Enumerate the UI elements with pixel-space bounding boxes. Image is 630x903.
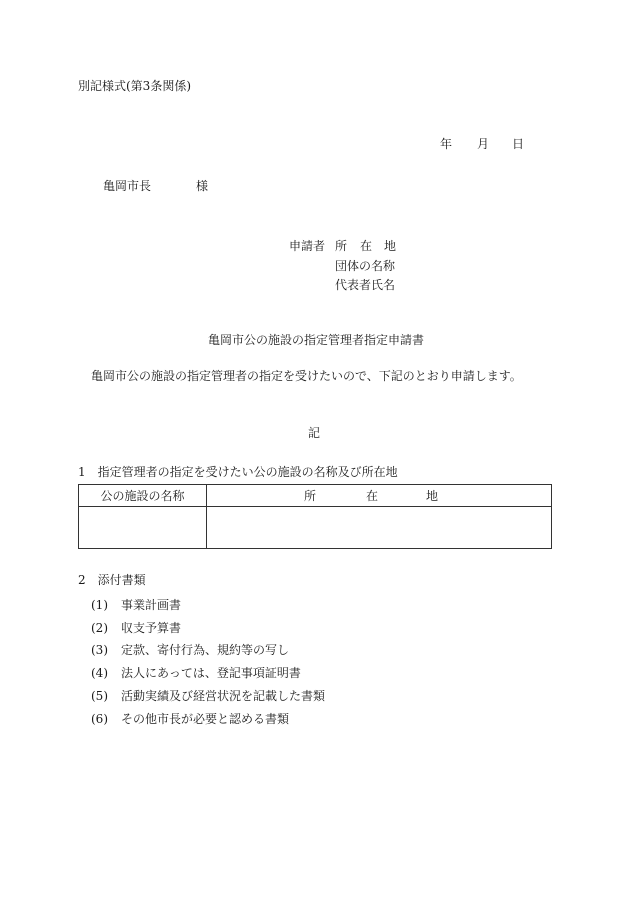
section2-heading: 2 添付書類: [78, 573, 146, 587]
applicant-org-name-label: 団体の名称: [335, 259, 396, 273]
list-item: [91, 621, 181, 635]
list-item: [91, 666, 301, 680]
table-row: [79, 507, 552, 549]
list-item-number: (3): [91, 643, 108, 657]
list-item: [91, 598, 181, 612]
date-line: [0, 137, 630, 151]
col-location: [207, 485, 552, 507]
list-item-number: (6): [91, 712, 108, 726]
list-item: [91, 689, 325, 703]
list-item-text: その他市長が必要と認める書類: [121, 712, 290, 726]
list-item: [91, 643, 289, 657]
list-item-number: (4): [91, 666, 108, 680]
addressee-name: 亀岡市長: [103, 179, 152, 193]
list-item-text: 事業計画書: [121, 598, 182, 612]
address-char-3: 地: [384, 239, 397, 253]
col-facility-name: 公の施設の名称: [79, 485, 207, 507]
list-item-number: (2): [91, 621, 108, 635]
list-item-text: 定款、寄付行為、規約等の写し: [121, 643, 290, 657]
list-item-text: 収支予算書: [121, 621, 182, 635]
list-item-number: (1): [91, 598, 108, 612]
table-header-row: [79, 485, 552, 507]
addressee-honorific: 様: [196, 179, 209, 193]
location-char-2: 在: [366, 489, 379, 503]
location-char-3: 地: [426, 489, 439, 503]
list-item-number: (5): [91, 689, 108, 703]
list-item: [91, 712, 289, 726]
list-item-text: 活動実績及び経営状況を記載した書類: [121, 689, 326, 703]
form-label: 別記様式(第3条関係): [78, 79, 191, 93]
date-month-label: 月: [477, 137, 490, 151]
applicant-label: 申請者: [289, 239, 326, 253]
date-year-label: 年: [440, 137, 453, 151]
date-day-label: 日: [512, 137, 525, 151]
facility-table: [78, 484, 552, 549]
address-char-1: 所: [335, 239, 348, 253]
list-item-text: 法人にあっては、登記事項証明書: [121, 666, 301, 680]
location-char-1: 所: [304, 489, 317, 503]
facility-name-cell[interactable]: [79, 507, 207, 549]
facility-location-cell[interactable]: [207, 507, 552, 549]
address-char-2: 在: [360, 239, 373, 253]
applicant-representative-label: 代表者氏名: [335, 278, 396, 292]
body-text: 亀岡市公の施設の指定管理者の指定を受けたいので、下記のとおり申請します。: [91, 369, 522, 383]
document-title: 亀岡市公の施設の指定管理者指定申請書: [208, 333, 425, 347]
ki-heading: 記: [308, 426, 321, 440]
section1-heading: 1 指定管理者の指定を受けたい公の施設の名称及び所在地: [78, 465, 398, 479]
